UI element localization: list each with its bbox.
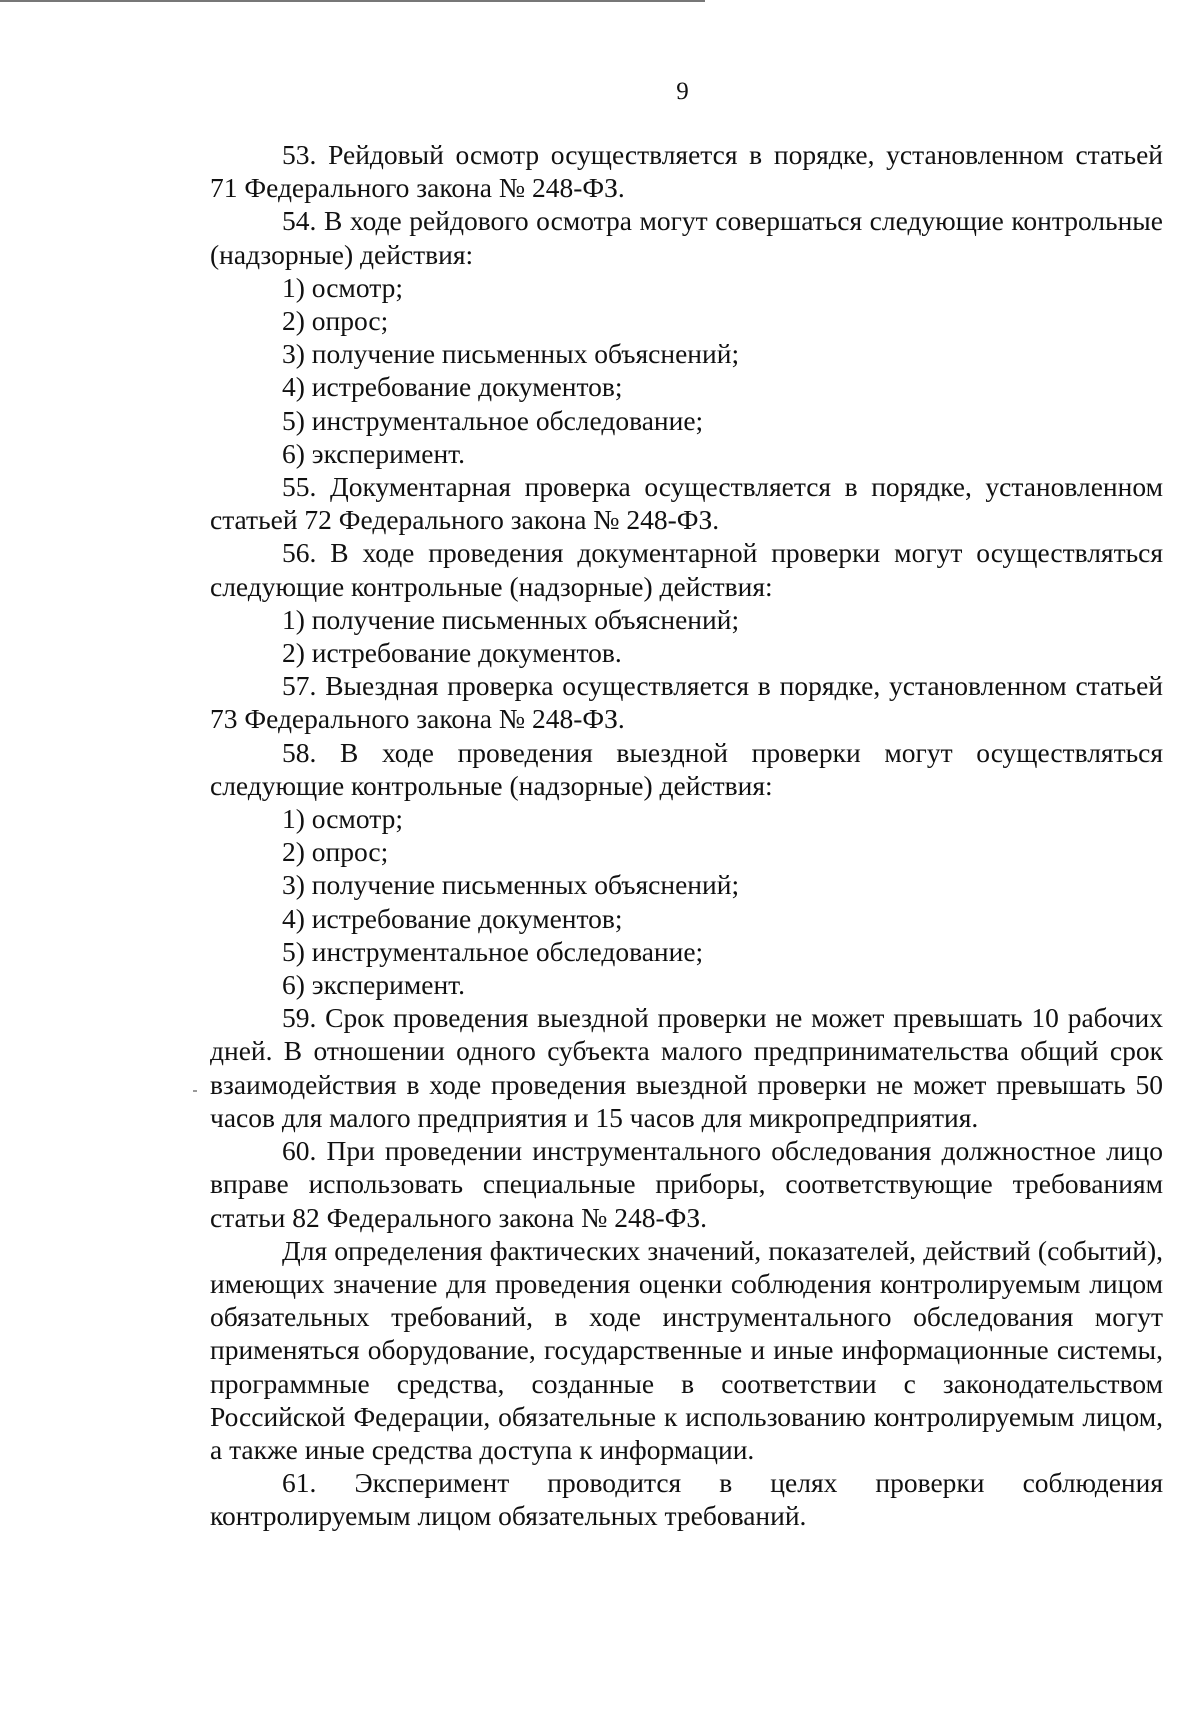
list-item: 6) эксперимент.: [282, 437, 466, 469]
document-body: [210, 138, 1163, 1533]
paragraph-60-continued: Для определения фактических значений, показателей, действий (событий), имеющих значение для проведения оценки соблюдения контролируемым лицом обязательных требований, в ходе инструментального обследования могут применяться оборудование, государственные и иные информационные системы, программные средства, созданные в соответствии с законодательством Российской Федерации, обязательные к использованию контролируемым лицом, а также иные средства доступа к информации.: [210, 1234, 1163, 1465]
list-item: 5) инструментальное обследование;: [282, 935, 704, 967]
paragraph-60: 60. При проведении инструментального обследования должностное лицо вправе использовать специальные приборы, соответствующие требованиям статьи 82 Федерального закона № 248-ФЗ.: [210, 1135, 1163, 1233]
scan-speck: [193, 1090, 197, 1092]
paragraph-56: 56. В ходе проведения документарной проверки могут осуществляться следующие контрольные (надзорные) действия:: [210, 537, 1163, 602]
list-item: 3) получение письменных объяснений;: [282, 338, 740, 370]
paragraph-55: 55. Документарная проверка осуществляется в порядке, установленном статьей 72 Федерального закона № 248-ФЗ.: [210, 471, 1163, 536]
paragraph-54: 54. В ходе рейдового осмотра могут совершаться следующие контрольные (надзорные) действия:: [210, 205, 1163, 270]
list-item: 5) инструментальное обследование;: [282, 404, 704, 436]
paragraph-61: 61. Эксперимент проводится в целях проверки соблюдения контролируемым лицом обязательных требований.: [210, 1467, 1163, 1532]
scan-top-edge-line: [0, 0, 705, 2]
paragraph-58: 58. В ходе проведения выездной проверки могут осуществляться следующие контрольные (надзорные) действия:: [210, 736, 1163, 801]
list-item: 2) опрос;: [282, 305, 389, 337]
list-item: 1) получение письменных объяснений;: [282, 603, 740, 635]
list-item: 2) истребование документов.: [282, 637, 622, 669]
list-item: 6) эксперимент.: [282, 969, 466, 1001]
list-item: 4) истребование документов;: [282, 371, 623, 403]
page-number: 9: [676, 78, 689, 105]
list-item: 4) истребование документов;: [282, 902, 623, 934]
paragraph-57: 57. Выездная проверка осуществляется в порядке, установленном статьей 73 Федерального закона № 248-ФЗ.: [210, 670, 1163, 735]
list-item: 1) осмотр;: [282, 271, 403, 303]
paragraph-53: 53. Рейдовый осмотр осуществляется в порядке, установленном статьей 71 Федерального закона № 248-ФЗ.: [210, 139, 1163, 204]
list-item: 3) получение письменных объяснений;: [282, 869, 740, 901]
list-item: 1) осмотр;: [282, 803, 403, 835]
list-item: 2) опрос;: [282, 836, 389, 868]
paragraph-59: 59. Срок проведения выездной проверки не может превышать 10 рабочих дней. В отношении одного субъекта малого предпринимательства общий срок взаимодействия в ходе проведения выездной проверки не может превышать 50 часов для малого предприятия и 15 часов для микропредприятия.: [210, 1002, 1163, 1133]
